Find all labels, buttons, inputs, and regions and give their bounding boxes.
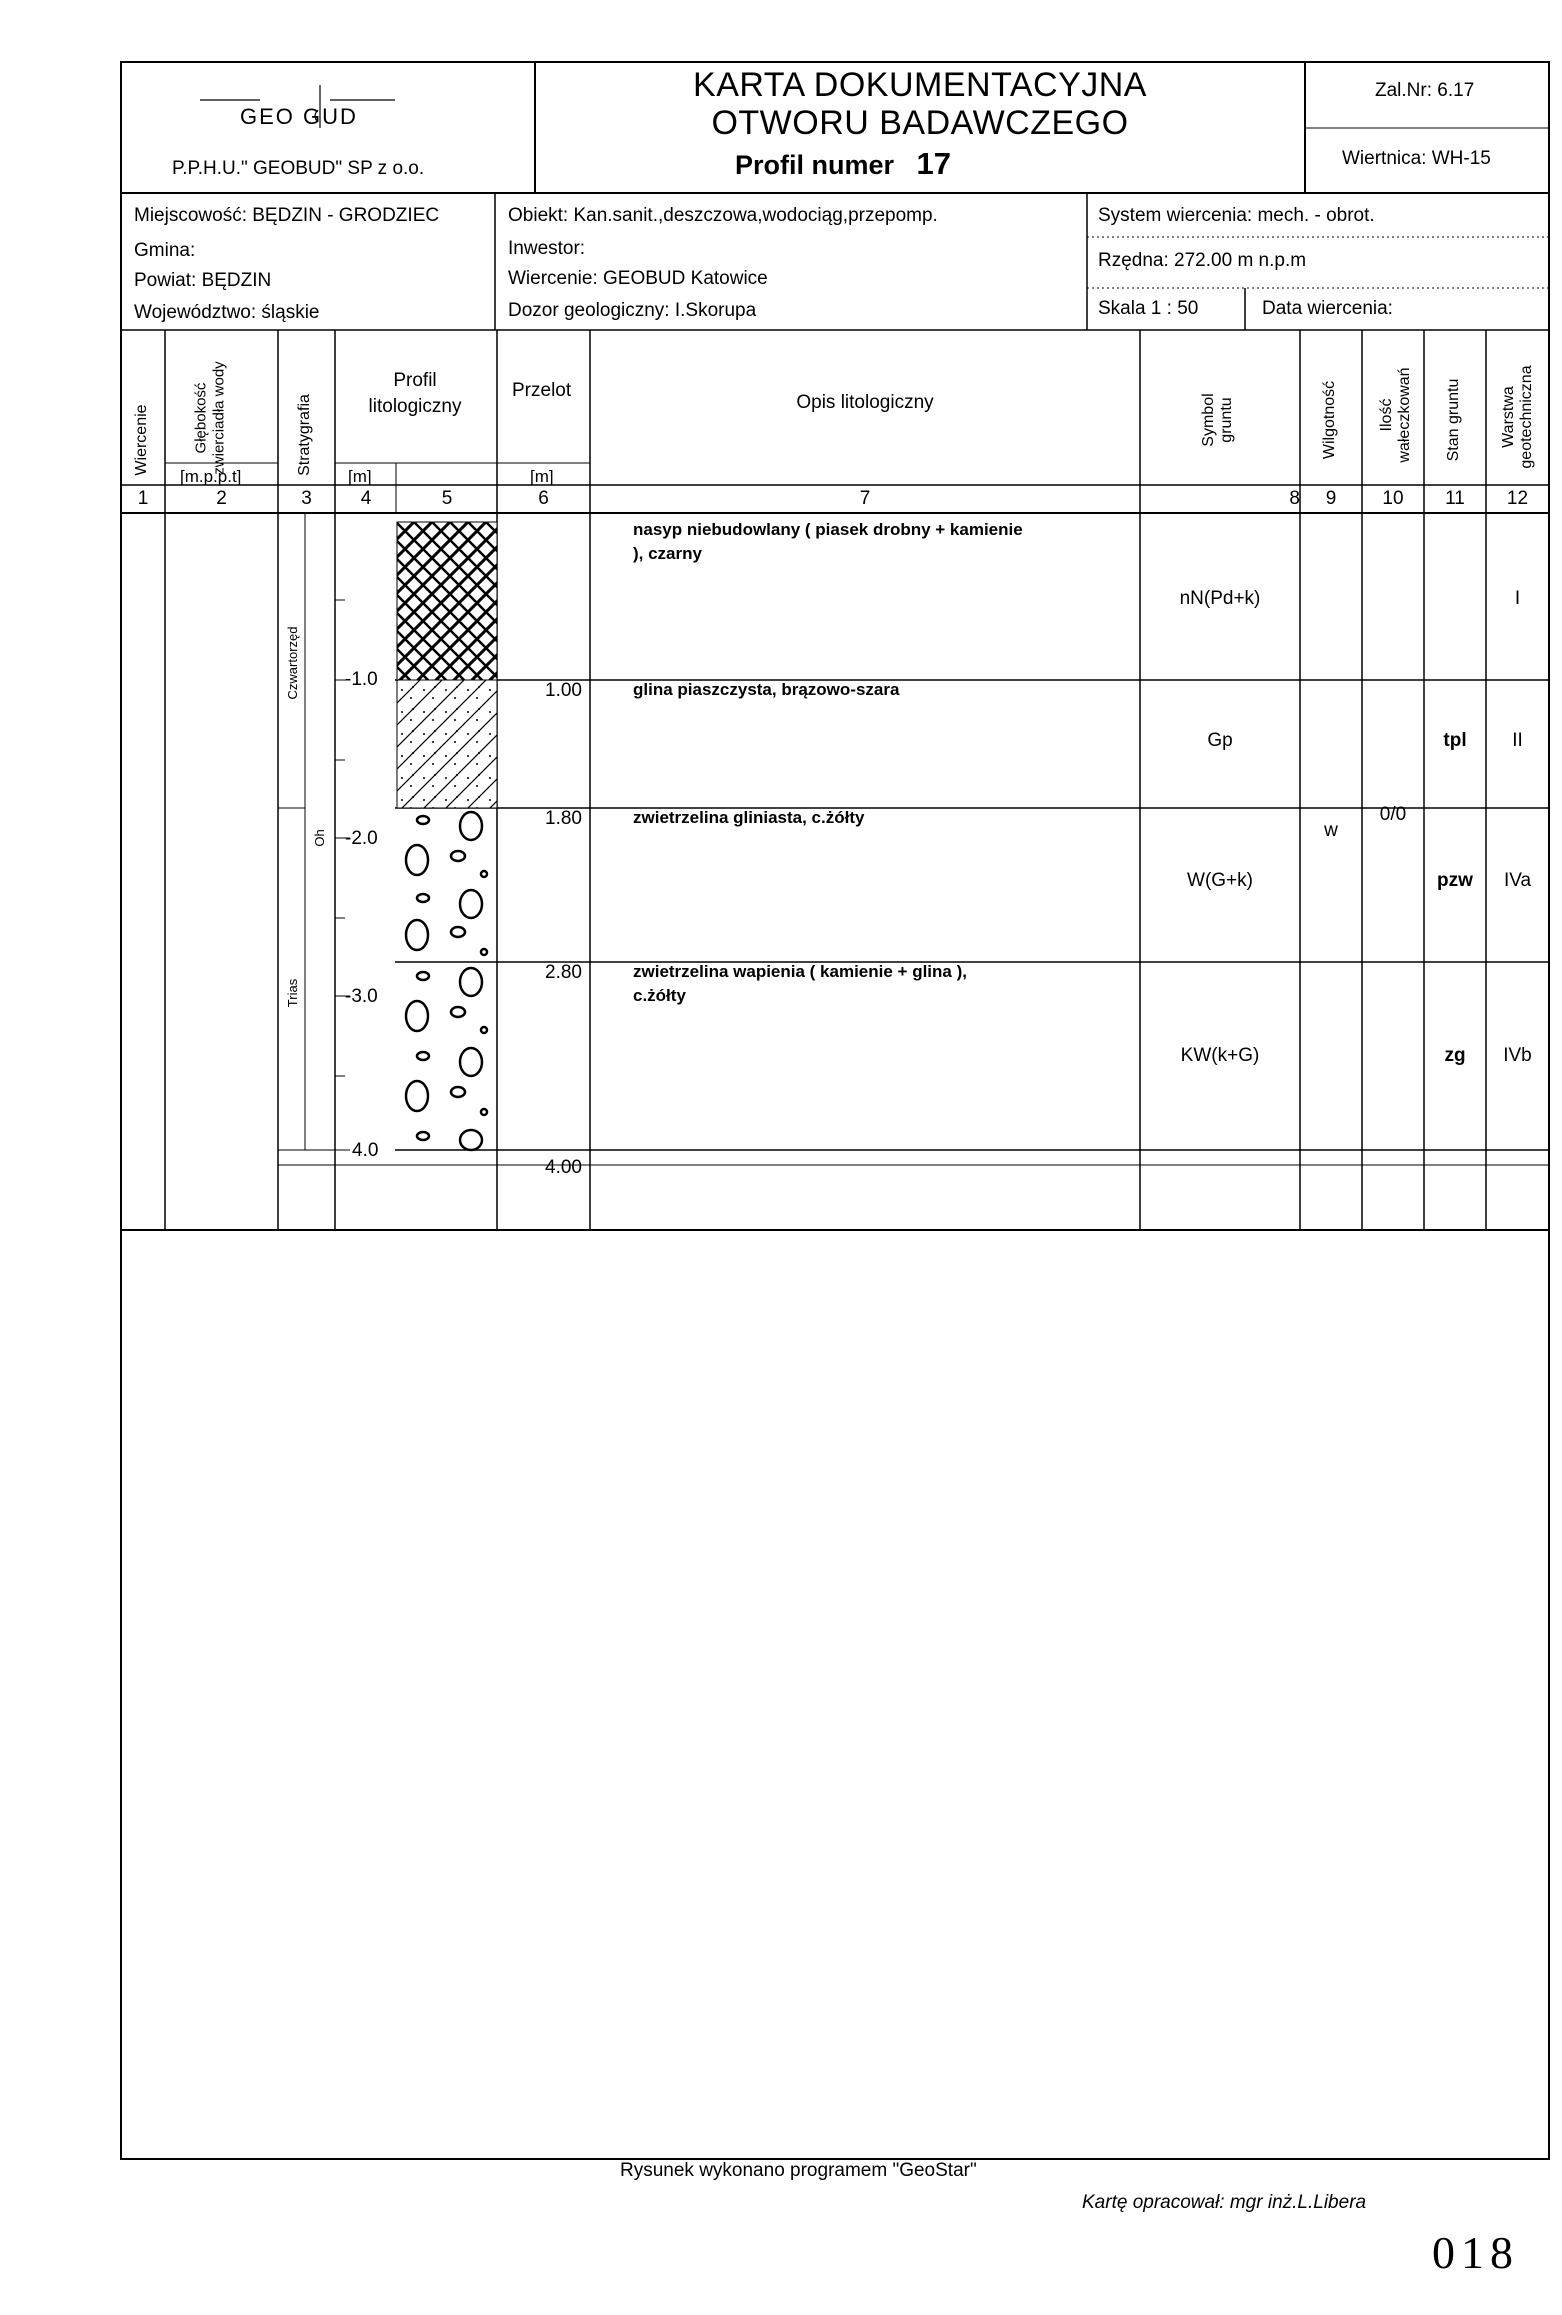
drilling-rig: Wiertnica: WH-15 [1342,148,1491,169]
layer-top-depth: 1.00 [545,680,582,701]
layer-geotech: IVb [1503,1045,1532,1066]
col-header-water-unit: [m.p.p.t] [180,467,242,486]
depth-tick: -3.0 [345,986,378,1007]
col-header-water-depth: Głębokość zwierciadła wody [192,361,228,475]
col-number: 5 [441,488,453,509]
layer-soil-state: zg [1444,1045,1466,1066]
layer-top-depth: 1.80 [545,808,582,829]
col-header-stratigraphy: Stratygrafia [296,394,313,476]
layer-description: c.żółty [633,986,686,1005]
software-credit: Rysunek wykonano programem "GeoStar" [620,2160,977,2181]
scale: Skala 1 : 50 [1098,298,1199,319]
col-number: 4 [360,488,372,509]
col-number: 12 [1506,488,1529,509]
layer-geotech: I [1514,588,1521,609]
layer-geotech: II [1512,730,1523,751]
document-title-line2: OTWORU BADAWCZEGO [711,104,1129,142]
location: Miejscowość: BĘDZIN - GRODZIEC [134,205,440,226]
drilling-company: Wiercenie: GEOBUD Katowice [508,268,768,289]
col-number: 2 [216,488,227,509]
col-number: 1 [137,488,149,509]
layer-soil-state: pzw [1437,870,1473,891]
company-name: P.P.H.U." GEOBUD" SP z o.o. [172,158,425,179]
province: Województwo: śląskie [134,302,320,323]
prepared-by: Kartę opracował: mgr inż.L.Libera [1082,2192,1367,2213]
col-number: 6 [538,488,549,509]
col-header-lithology-profile: Profil litologiczny [368,370,462,417]
col-header-drilling: Wiercenie [133,404,150,476]
col-header-interval-unit: [m] [530,467,554,486]
layer-description: nasyp niebudowlany ( piasek drobny + kamienie [633,520,1023,539]
stratigraphy-quaternary: Czwartorzęd [285,626,300,700]
col-number: 3 [301,488,312,509]
layer-description: glina piaszczysta, brązowo-szara [633,680,900,699]
col-number: 11 [1445,488,1465,509]
col-header-depth-unit: [m] [348,467,372,486]
bottom-depth: 4.00 [545,1157,582,1178]
stratigraphy-triassic: Trias [285,978,300,1008]
depth-tick: 4.0 [352,1140,379,1161]
profile-number-value: 17 [916,146,951,181]
col-number: 7 [859,488,871,509]
investor: Inwestor: [508,238,586,259]
company-logo: GEO GUD [240,104,358,129]
attachment-number: Zal.Nr: 6.17 [1375,80,1475,101]
layer-geotech: IVa [1503,870,1532,891]
drilling-system: System wiercenia: mech. - obrot. [1098,205,1375,226]
page-number: 018 [1432,2227,1519,2278]
drilling-date: Data wiercenia: [1262,298,1393,319]
layer-soil-symbol: KW(k+G) [1180,1045,1260,1066]
col-header-interval: Przelot [512,380,572,401]
col-number: 10 [1382,488,1404,509]
col-number: 8 [1289,488,1300,509]
layer-description: zwietrzelina gliniasta, c.żółty [633,808,865,827]
layer-soil-state: tpl [1443,730,1467,751]
geological-supervision: Dozor geologiczny: I.Skorupa [508,300,757,321]
moisture-value: w [1324,820,1338,841]
layer-description: zwietrzelina wapienia ( kamienie + glina ), [633,962,967,981]
col-header-geotech-layer: Warstwa geotechniczna [1500,365,1535,469]
col-header-moisture: Wilgotność [1321,380,1338,460]
depth-tick: -2.0 [345,828,378,849]
layer-soil-symbol: W(G+k) [1187,870,1253,891]
stratigraphy-oh: Oh [312,829,327,847]
layer-top-depth: 2.80 [545,962,582,983]
municipality: Gmina: [134,240,196,261]
col-header-soil-symbol: Symbol gruntu [1200,393,1235,447]
project-object: Obiekt: Kan.sanit.,deszczowa,wodociąg,przepomp. [508,205,938,226]
profile-number [735,146,951,182]
elevation: Rzędna: 272.00 m n.p.m [1098,250,1307,271]
layer-soil-symbol: Gp [1207,730,1233,751]
county: Powiat: BĘDZIN [134,270,272,291]
document-title-line1: KARTA DOKUMENTACYJNA [693,66,1147,104]
rolling-count-value: 0/0 [1379,804,1407,825]
layer-soil-symbol: nN(Pd+k) [1179,588,1261,609]
profile-label: Profil numer [735,150,895,180]
col-header-soil-state: Stan gruntu [1445,378,1462,462]
depth-tick: -1.0 [345,669,378,690]
layer-description: ), czarny [633,544,702,563]
col-header-description: Opis litologiczny [796,392,934,413]
col-header-rolling-count: Ilość wałeczkowań [1378,367,1413,463]
col-number: 9 [1325,488,1337,509]
